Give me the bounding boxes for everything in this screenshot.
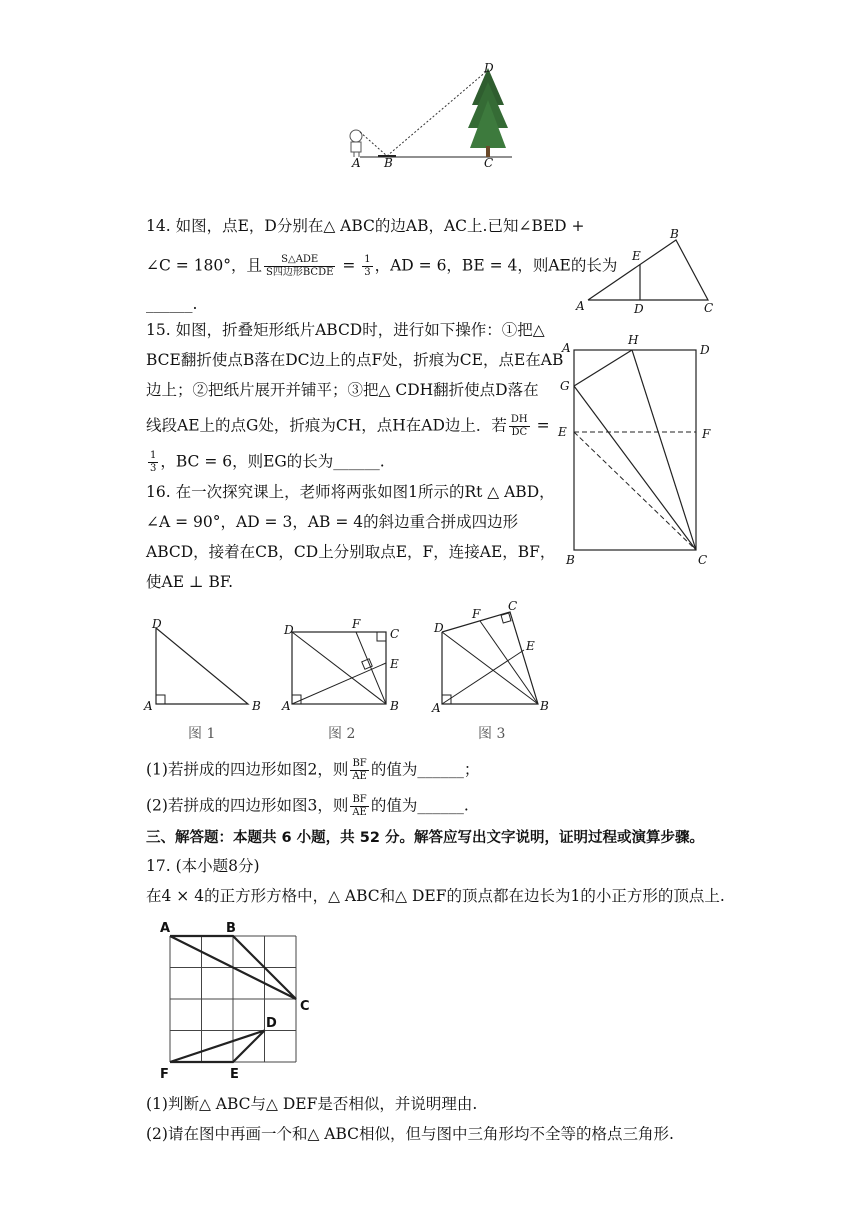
fig2-caption: 图 2 <box>328 726 356 742</box>
label-f: F <box>702 427 711 441</box>
svg-text:B: B <box>540 699 549 713</box>
q17-sub1: (1)判断△ ABC与△ DEF是否相似，并说明理由. <box>146 1095 478 1113</box>
figure-1 <box>143 617 261 742</box>
svg-text:F: F <box>472 607 481 621</box>
svg-text:F: F <box>352 617 361 631</box>
label-a: A <box>562 341 571 355</box>
svg-text:F: F <box>160 1067 169 1082</box>
label-h: H <box>628 333 639 347</box>
q15-line1: 15. 如图，折叠矩形纸片ABCD时，进行如下操作：①把△ <box>146 321 545 339</box>
label-e: E <box>558 425 567 439</box>
q16-sub2: (2)若拼成的四边形如图3，则 $\frac{BF}{AE}$ 的值为______. <box>146 794 469 818</box>
label-a: A <box>576 299 585 313</box>
label-g: G <box>560 379 570 393</box>
fig3-caption: 图 3 <box>478 726 506 742</box>
triangle-def <box>170 1031 265 1063</box>
label-c: C <box>704 301 714 315</box>
q16-line4: 使AE ⊥ BF. <box>146 573 234 591</box>
svg-text:A: A <box>144 699 153 713</box>
q14-text1: 如图，点E，D分别在△ ABC的边AB，AC上.已知∠BED + <box>175 217 585 235</box>
svg-text:B: B <box>390 699 399 713</box>
bf-ae-fraction: $\frac{BF}{AE}$ <box>352 794 367 818</box>
q15-line2: BCE翻折使点B落在DC边上的点F处，折痕为CE，点E在AB <box>146 351 564 369</box>
svg-text:A: A <box>282 699 291 713</box>
bf-ae-fraction: $\frac{BF}{AE}$ <box>352 758 367 782</box>
q17-stem: 在4 × 4的正方形方格中，△ ABC和△ DEF的顶点都在边长为1的小正方形的顶点上. <box>146 887 725 905</box>
svg-text:A: A <box>160 921 171 936</box>
section3-heading: 三、解答题：本题共 6 小题，共 52 分。解答应写出文字说明，证明过程或演算步骤。 <box>146 830 704 846</box>
q16-line1: 16. 在一次探究课上，老师将两张如图1所示的Rt △ ABD， <box>146 483 555 501</box>
q17-sub2: (2)请在图中再画一个和△ ABC相似，但与图中三角形均不全等的格点三角形. <box>146 1125 674 1143</box>
label-e: E <box>632 249 641 263</box>
svg-text:D: D <box>284 623 294 637</box>
svg-text:B: B <box>226 921 236 936</box>
svg-text:C: C <box>390 627 400 641</box>
q14-area-fraction: $\frac{\text{S△ADE}}{\text{S四边形BCDE}}$ <box>266 254 334 278</box>
svg-text:A: A <box>432 701 441 715</box>
q15-rectangle-figure <box>552 330 722 572</box>
label-c: C <box>698 553 708 567</box>
figure-2 <box>281 617 399 742</box>
figure-3 <box>431 599 549 742</box>
label-b: B <box>670 227 679 241</box>
fig1-caption: 图 1 <box>188 726 216 742</box>
q16-sub1: (1)若拼成的四边形如图2，则 $\frac{BF}{AE}$ 的值为______； <box>146 758 480 782</box>
svg-text:D: D <box>152 617 162 631</box>
tree-icon <box>468 68 508 157</box>
q17-title: 17. (本小题8分) <box>146 857 260 875</box>
q14-triangle-figure <box>570 224 720 316</box>
q14-line1 <box>146 216 585 236</box>
svg-text:E: E <box>390 657 399 671</box>
label-b: B <box>566 553 575 567</box>
q15-line5: $\frac{1}{3}$ ，BC = 6，则EG的长为______. <box>150 450 385 474</box>
q14-line2: ∠C = 180°，且 $\frac{\text{S△ADE}}{\text{S四边形BCDE}}$ = $\frac{1}{3}$ ，AD = 6，BE = 4，则AE的长为 <box>146 254 618 278</box>
label-b: B <box>384 156 393 170</box>
grid-lines <box>170 936 296 1062</box>
q17-grid-figure <box>154 914 324 1084</box>
q15-line4: 线段AE上的点G处，折痕为CH，点H在AD边上．若 $\frac{DH}{DC}$ = <box>146 414 550 438</box>
q14-line3: ______. <box>146 295 198 313</box>
segment-hc <box>632 350 696 550</box>
q16-line2: ∠A = 90°，AD = 3，AB = 4的斜边重合拼成四边形 <box>146 513 519 531</box>
label-d: D <box>634 302 644 316</box>
svg-text:E: E <box>526 639 535 653</box>
sight-line-ab <box>360 132 387 156</box>
q15-fraction: $\frac{DH}{DC}$ <box>510 414 528 438</box>
svg-text:C: C <box>508 599 518 613</box>
label-a: A <box>352 156 361 170</box>
q14-one-third: $\frac{1}{3}$ <box>364 254 371 278</box>
q14-number: 14. <box>146 217 176 235</box>
person-icon <box>350 130 362 157</box>
svg-text:B: B <box>252 699 261 713</box>
q14-text2c: ，AD = 6，BE = 4，则AE的长为 <box>374 256 618 275</box>
svg-text:D: D <box>266 1016 277 1031</box>
label-c: C <box>484 156 494 170</box>
label-d: D <box>700 343 710 357</box>
q14-text2a: ∠C = 180°，且 <box>146 256 263 275</box>
label-d: D <box>484 61 494 75</box>
tree-reflection-figure <box>340 60 520 172</box>
svg-text:E: E <box>230 1067 239 1082</box>
svg-text:D: D <box>434 621 444 635</box>
svg-text:C: C <box>300 999 310 1014</box>
segment-gc <box>574 386 696 550</box>
q16-figures <box>140 594 580 746</box>
q16-line3: ABCD，接着在CB，CD上分别取点E，F，连接AE，BF， <box>146 543 556 561</box>
q15-one-third: $\frac{1}{3}$ <box>150 450 157 474</box>
segment-gh <box>574 350 632 386</box>
q15-line3: 边上；②把纸片展开并铺平；③把△ CDH翻折使点D落在 <box>146 381 539 399</box>
